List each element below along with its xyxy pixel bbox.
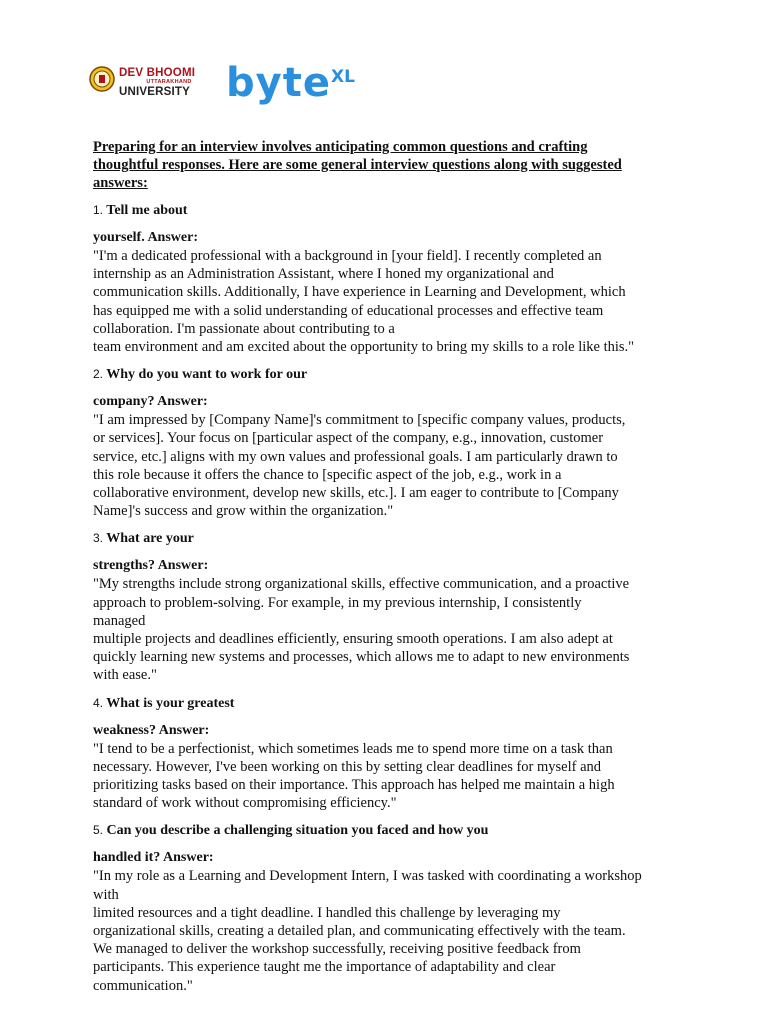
answer-paragraph <box>93 575 693 684</box>
answer-paragraph <box>93 867 693 994</box>
answer-line: managed <box>93 612 146 629</box>
answer-line: necessary. However, I've been working on this by setting clear deadlines for myself and <box>93 758 602 775</box>
answer-paragraph <box>93 247 693 356</box>
answer-line: limited resources and a tight deadline. I handled this challenge by leveraging my <box>93 904 561 921</box>
brand-suffix: XL <box>330 67 355 87</box>
question-block <box>93 821 693 994</box>
answer-line: communication skills. Additionally, I have experience in Learning and Development, which <box>93 284 626 301</box>
answer-line: this role because it offers the chance to [specific aspect of the job, e.g., work in a <box>93 466 562 483</box>
question-block <box>93 529 693 684</box>
answer-line: collaborative environment, develop new skills, etc.]. I am eager to contribute to [Company <box>93 485 619 502</box>
answer-line: prioritizing tasks based on their importance. This approach has helped me maintain a high <box>93 777 615 794</box>
question-heading <box>93 821 693 840</box>
question-heading <box>93 694 693 713</box>
brand-name: byte <box>226 60 331 106</box>
intro-line: thoughtful responses. Here are some general interview questions along with suggested <box>93 157 622 173</box>
question-text: What are your <box>106 531 194 547</box>
question-block <box>93 365 693 520</box>
answer-line: approach to problem-solving. For example, in my previous internship, I consistently <box>93 594 582 611</box>
header-logos <box>89 58 379 108</box>
answer-line: "I'm a dedicated professional with a background in [your field]. I recently completed an <box>93 248 602 264</box>
question-block <box>93 201 693 356</box>
question-block <box>93 694 693 813</box>
answer-line: with ease." <box>93 667 157 684</box>
bytexl-logo <box>226 58 355 116</box>
answer-line: communication." <box>93 977 193 994</box>
answer-line: internship as an Administration Assistant, where I honed my organizational and <box>93 266 554 283</box>
answer-line: service, etc.] aligns with my own values and professional goals. I am particularly drawn to <box>93 448 618 465</box>
question-number: 5. <box>93 823 104 838</box>
university-seal-icon <box>89 66 115 92</box>
question-text: Tell me about <box>106 203 188 218</box>
answer-paragraph <box>93 411 693 520</box>
university-name-line1: DEV BHOOMI <box>119 67 196 79</box>
question-continuation: strengths? Answer: <box>93 558 209 574</box>
question-text: Can you describe a challenging situation you faced and how you <box>106 823 489 839</box>
answer-line: "I am impressed by [Company Name]'s commitment to [specific company values, products, <box>93 412 626 429</box>
answer-paragraph <box>93 740 693 813</box>
intro-paragraph <box>93 138 693 192</box>
question-number: 4. <box>93 695 104 710</box>
answer-line: "My strengths include strong organizational skills, effective communication, and a proactive <box>93 576 630 593</box>
answer-line: team environment and am excited about the opportunity to bring my skills to a role like this." <box>93 339 635 356</box>
intro-line: Preparing for an interview involves anticipating common questions and crafting <box>93 139 588 155</box>
university-logo <box>119 67 219 98</box>
answer-line: or services]. Your focus on [particular aspect of the company, e.g., innovation, customer <box>93 430 604 447</box>
intro-line: answers: <box>93 175 148 191</box>
answer-line: multiple projects and deadlines efficiently, ensuring smooth operations. I am also adept at <box>93 631 613 648</box>
question-number: 2. <box>93 367 104 382</box>
question-heading <box>93 529 693 548</box>
answer-line: "In my role as a Learning and Development Intern, I was tasked with coordinating a workshop <box>93 868 642 885</box>
university-name-line2: UTTARAKHAND <box>146 79 192 85</box>
question-continuation: company? Answer: <box>93 394 208 410</box>
question-text: What is your greatest <box>106 695 235 711</box>
answer-line: "I tend to be a perfectionist, which sometimes leads me to spend more time on a task than <box>93 740 613 757</box>
document-body <box>93 138 693 995</box>
question-continuation: yourself. Answer: <box>93 230 198 245</box>
answer-line: We managed to deliver the workshop successfully, receiving positive feedback from <box>93 941 581 958</box>
answer-line: standard of work without compromising efficiency." <box>93 795 397 812</box>
question-text: Why do you want to work for our <box>106 367 308 383</box>
answer-line: participants. This experience taught me the importance of adaptability and clear <box>93 959 556 976</box>
question-continuation: handled it? Answer: <box>93 850 214 866</box>
question-number: 1. <box>93 203 104 217</box>
answer-line: collaboration. I'm passionate about contributing to a <box>93 320 395 337</box>
answer-line: with <box>93 886 119 903</box>
university-name-line3: UNIVERSITY <box>119 86 191 98</box>
answer-line: organizational skills, creating a detailed plan, and communicating effectively with the team. <box>93 923 626 940</box>
question-number: 3. <box>93 531 104 546</box>
question-heading <box>93 201 693 220</box>
answer-line: Name]'s success and grow within the organization." <box>93 503 394 520</box>
answer-line: has equipped me with a solid understanding of educational processes and effective team <box>93 302 604 319</box>
question-heading <box>93 365 693 384</box>
answer-line: quickly learning new systems and processes, which allows me to adapt to new environments <box>93 649 630 666</box>
question-continuation: weakness? Answer: <box>93 722 210 738</box>
